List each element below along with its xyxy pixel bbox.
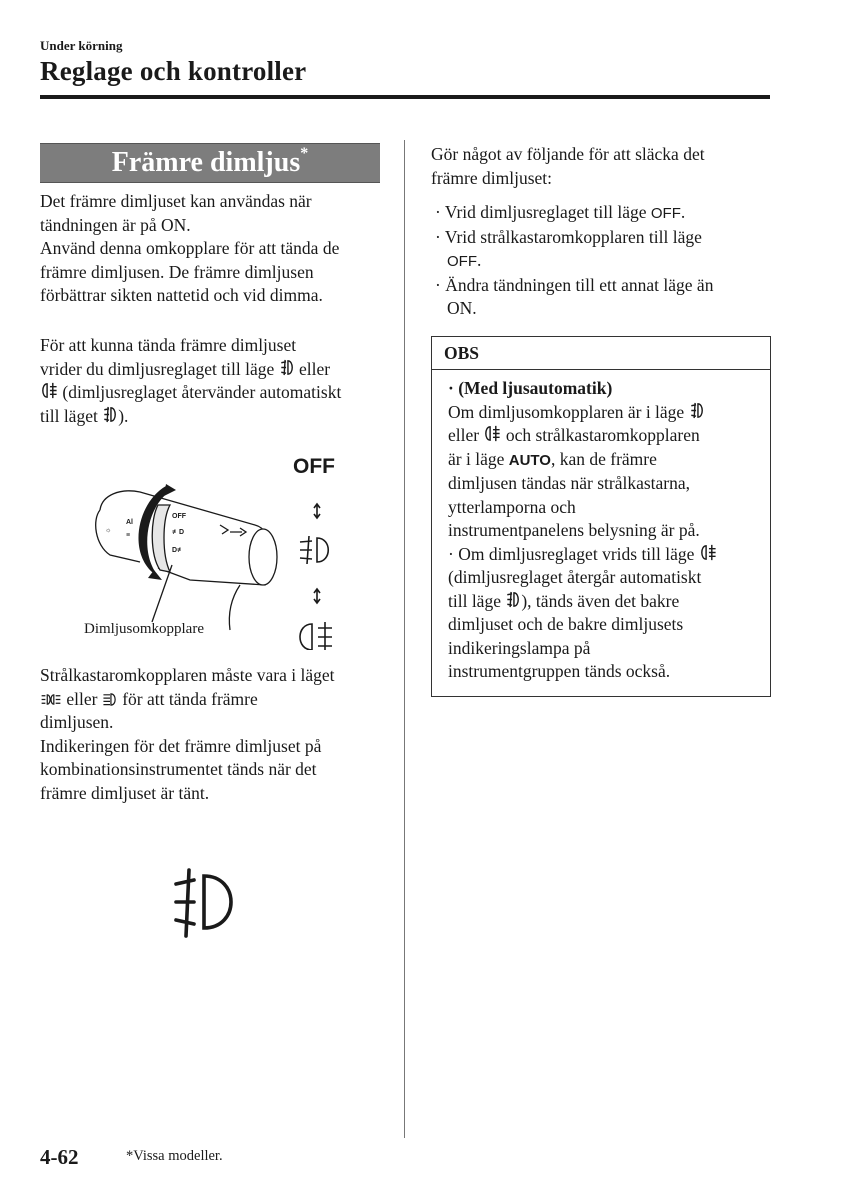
section-heading — [40, 143, 380, 183]
list-item: · Vrid strålkastaromkopplaren till läge OFF. — [435, 226, 702, 270]
svg-text:D≢: D≢ — [172, 547, 185, 554]
fog-light-switch-illustration — [80, 450, 380, 650]
rear-fog-icon — [699, 543, 717, 562]
switch-off-intro: Gör något av följande för att släcka det främre dimljuset: — [431, 144, 705, 188]
list-item: · Ändra tändningen till ett annat läge än ON. — [435, 274, 714, 318]
title-rule — [40, 95, 770, 99]
note-item: · Om dimljusreglaget vrids till läge (dimljusreglaget återgår automatiskt till läge ), tänds även det bakre dimljuset och de bakre dimljusets indikeringslampa på instrumentgruppen tänds också. — [446, 543, 764, 684]
switch-off-list — [431, 201, 771, 321]
svg-text:≢D: ≢D — [172, 529, 185, 536]
figure-caption: Dimljusomkopplare — [84, 621, 204, 637]
off-label: OFF — [293, 455, 335, 478]
svg-text:OFF: OFF — [172, 513, 186, 520]
note-item: · (Med ljusautomatik) Om dimljusomkopplaren är i läge eller och strålkastaromkopplaren är i läge AUTO, kan de främre dimljusen tändas när strålkastarna, ytterlamporna och instrumentpanelens belysning är på. — [446, 377, 764, 543]
page-number: 4-62 — [40, 1145, 79, 1169]
requirement-paragraph: Strålkastaromkopplaren måste vara i läget eller för att tända främre dimljusen. Indikeringen för det främre dimljuset på kombinationsinstrumentet tänds när det främre dimljuset är tänt. — [40, 665, 335, 803]
usage-paragraph: För att kunna tända främre dimljuset vrider du dimljusreglaget till läge eller (dimljusreglaget återvänder automatiskt till läget ). — [40, 335, 342, 426]
rear-fog-icon — [483, 424, 501, 443]
headlights-icon — [102, 692, 118, 707]
section-heading-text: Främre dimljus — [111, 147, 301, 178]
svg-text:Al: Al — [126, 519, 133, 526]
list-item: · Vrid dimljusreglaget till läge OFF. — [435, 202, 686, 222]
intro-paragraph: Det främre dimljuset kan användas när tändningen är på ON. Använd denna omkopplare för att tända de främre dimljusen. De främre dimljusen förbättrar sikten nattetid och vid dimma. — [40, 191, 340, 305]
parking-lights-icon — [40, 692, 62, 707]
front-fog-icon — [689, 401, 705, 420]
model-footnote-mark: * — [300, 145, 309, 162]
column-divider — [404, 140, 405, 1138]
front-fog-icon — [279, 358, 295, 377]
footnote: *Vissa modeller. — [126, 1148, 223, 1164]
note-box — [431, 336, 771, 697]
svg-text:≡: ≡ — [126, 532, 131, 539]
note-title: OBS — [432, 337, 770, 370]
note-content — [446, 377, 764, 684]
section-label: Under körning — [40, 38, 123, 53]
front-fog-icon — [102, 405, 118, 424]
front-fog-indicator-icon — [172, 866, 244, 940]
svg-text:☼: ☼ — [105, 527, 112, 534]
front-fog-icon — [505, 590, 521, 609]
rear-fog-icon — [40, 381, 58, 400]
page-title: Reglage och kontroller — [40, 56, 307, 86]
